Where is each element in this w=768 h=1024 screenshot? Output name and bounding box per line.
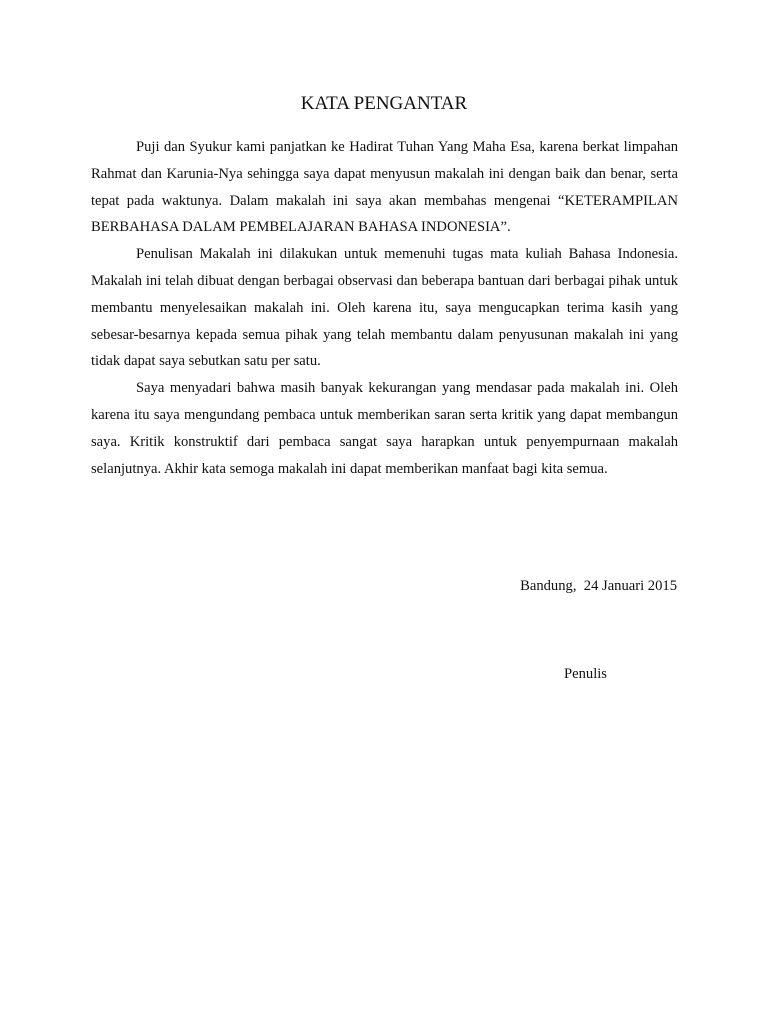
place-date: Bandung, 24 Januari 2015 [520, 578, 677, 594]
document-body [91, 134, 678, 482]
paragraph-2: Penulisan Makalah ini dilakukan untuk memenuhi tugas mata kuliah Bahasa Indonesia. Makalah ini telah dibuat dengan berbagai observasi dan beberapa bantuan dari berbagai pihak untuk membantu menyelesaikan makalah ini. Oleh karena itu, saya mengucapkan terima kasih yang sebesar-besarnya kepada semua pihak yang telah membantu dalam penyusunan makalah ini yang tidak dapat saya sebutkan satu per satu. [91, 246, 678, 370]
paragraph-1 [91, 134, 678, 241]
paragraph-3: Saya menyadari bahwa masih banyak kekurangan yang mendasar pada makalah ini. Oleh karena itu saya mengundang pembaca untuk memberikan saran serta kritik yang dapat membangun saya. Kritik konstruktif dari pembaca sangat saya harapkan untuk penyempurnaan makalah selanjutnya. Akhir kata semoga makalah ini dapat memberikan manfaat bagi kita semua. [91, 380, 678, 477]
page-title: KATA PENGANTAR [300, 93, 468, 114]
signer-label: Penulis [564, 666, 607, 682]
paragraph-1-quoted-title: “KETERAMPILAN BERBAHASA DALAM PEMBELAJARAN BAHASA INDONESIA”. [91, 192, 678, 236]
paragraph-1-text: Puji dan Syukur kami panjatkan ke Hadirat Tuhan Yang Maha Esa, karena berkat limpahan Rahmat dan Karunia-Nya sehingga saya dapat menyusun makalah ini dengan baik dan benar, serta tepat pada waktunya. Dalam makalah ini saya akan membahas mengenai [91, 139, 678, 209]
